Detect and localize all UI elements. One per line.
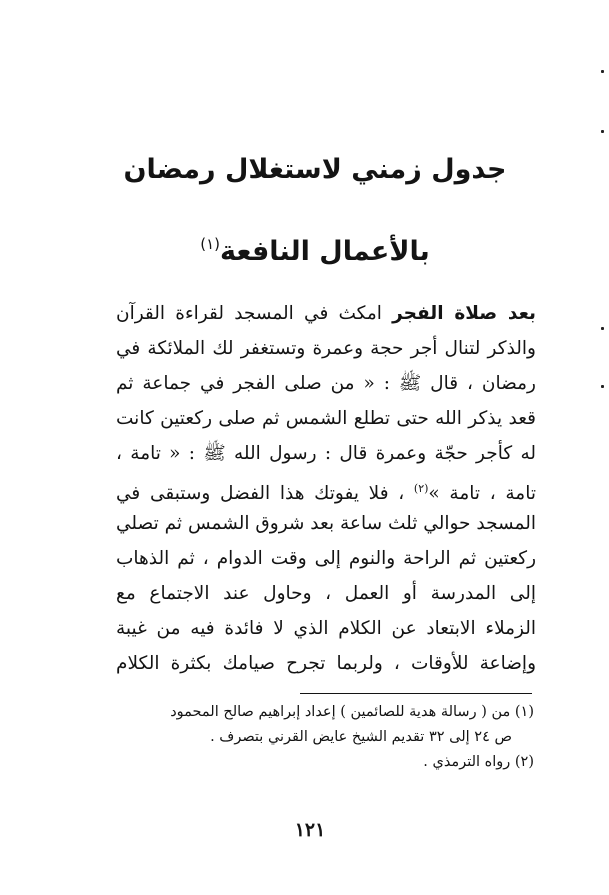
footnote-divider (300, 693, 532, 694)
page-number: ١٢١ (294, 819, 326, 841)
lead-phrase: بعد صلاة الفجر (392, 303, 537, 324)
footnote-1-continued: ص ٢٤ إلى ٣٢ تقديم الشيخ عايض القرني بتصرف . (210, 729, 512, 745)
body-line: له كأجر حجّة وعمرة قال : رسول الله ﷺ : « تامة ، (116, 443, 536, 464)
footnote-2: (٢) رواه الترمذي . (423, 754, 534, 770)
body-line: والذكر لتنال أجر حجة وعمرة وتستغفر لك الملائكة في (116, 338, 536, 359)
body-paragraph (116, 296, 536, 681)
body-line-text: ، فلا يفوتك هذا الفضل وستبقى في (116, 483, 414, 504)
body-line: رمضان ، قال ﷺ : « من صلى الفجر في جماعة ثم (116, 373, 536, 394)
margin-mark (601, 327, 604, 330)
footnote-1: (١) من ( رسالة هدية للصائمين ) إعداد إبراهيم صالح المحمود (170, 704, 534, 720)
footnote-ref-1: (١) (200, 235, 221, 253)
body-line: قعد يذكر الله حتى تطلع الشمس ثم صلى ركعتين كانت (116, 408, 536, 429)
margin-mark (601, 70, 604, 73)
chapter-subtitle (100, 222, 530, 274)
body-line (116, 471, 536, 506)
chapter-subtitle-text: بالأعمال النافعة (220, 236, 430, 267)
body-line: إلى المدرسة أو العمل ، وحاول عند الاجتماع مع (116, 583, 536, 604)
footnote-ref-2: (٢) (413, 482, 429, 495)
body-line: المسجد حوالي ثلث ساعة بعد شروق الشمس ثم تصلي (116, 513, 536, 534)
margin-mark (601, 130, 604, 133)
body-line: ركعتين ثم الراحة والنوم إلى وقت الدوام ، ثم الذهاب (116, 548, 536, 569)
body-line-text: امكث في المسجد لقراءة القرآن (116, 303, 393, 324)
body-line (116, 296, 536, 331)
margin-mark (601, 385, 604, 388)
body-line-text: تامة ، تامة » (428, 483, 536, 504)
footnotes (90, 700, 534, 775)
body-line: الزملاء الابتعاد عن الكلام الذي لا فائدة فيه من غيبة (116, 618, 536, 639)
chapter-title: جدول زمني لاستغلال رمضان (123, 154, 507, 185)
body-line: وإضاعة للأوقات ، ولربما تجرح صيامك بكثرة الكلام (116, 653, 536, 674)
